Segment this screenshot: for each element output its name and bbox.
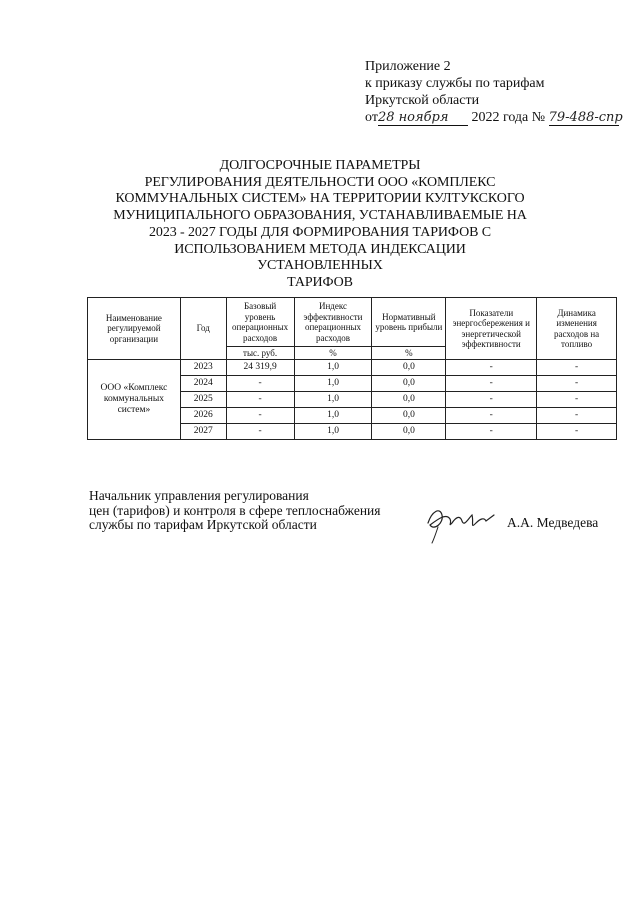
appendix-date-line <box>365 109 635 126</box>
unit-index: % <box>294 347 372 360</box>
cell-base: 24 319,9 <box>226 360 294 376</box>
cell-year: 2024 <box>180 376 226 392</box>
cell-fuel: - <box>537 376 617 392</box>
unit-base: тыс. руб. <box>226 347 294 360</box>
header-efficiency-index: Индекс эффективности операционных расходов <box>294 298 372 347</box>
appendix-title: Приложение 2 <box>365 59 451 74</box>
signer-position-line: службы по тарифам Иркутской области <box>89 517 317 532</box>
header-profit-level: Нормативный уровень прибыли <box>372 298 446 347</box>
cell-base: - <box>226 392 294 408</box>
cell-index: 1,0 <box>294 360 372 376</box>
order-date-field <box>378 110 468 126</box>
cell-energy: - <box>446 360 537 376</box>
org-name-cell: ООО «Комплекс коммунальных систем» <box>88 360 181 440</box>
title-line: КОММУНАЛЬНЫХ СИСТЕМ» НА ТЕРРИТОРИИ КУЛТУКСКОГО <box>115 191 525 207</box>
cell-year: 2026 <box>180 408 226 424</box>
cell-index: 1,0 <box>294 408 372 424</box>
cell-fuel: - <box>537 392 617 408</box>
cell-index: 1,0 <box>294 424 372 440</box>
cell-base: - <box>226 408 294 424</box>
header-base-level: Базовый уровень операционных расходов <box>226 298 294 347</box>
cell-base: - <box>226 424 294 440</box>
cell-energy: - <box>446 376 537 392</box>
signer-name: А.А. Медведева <box>507 515 599 530</box>
order-number-field <box>548 110 623 126</box>
title-line: 2023 - 2027 ГОДЫ ДЛЯ ФОРМИРОВАНИЯ ТАРИФОВ С <box>149 224 491 240</box>
header-year: Год <box>180 298 226 360</box>
cell-energy: - <box>446 392 537 408</box>
cell-fuel: - <box>537 360 617 376</box>
header-org: Наименование регулируемой организации <box>88 298 181 360</box>
title-line: МУНИЦИПАЛЬНОГО ОБРАЗОВАНИЯ, УСТАНАВЛИВАЕМЫЕ НА <box>113 208 527 224</box>
appendix-year-label: 2022 года № <box>471 110 546 125</box>
cell-profit: 0,0 <box>372 392 446 408</box>
cell-fuel: - <box>537 408 617 424</box>
cell-year: 2025 <box>180 392 226 408</box>
cell-year: 2023 <box>180 360 226 376</box>
cell-profit: 0,0 <box>372 424 446 440</box>
header-fuel-dynamics: Динамика изменения расходов на топливо <box>537 298 617 360</box>
cell-profit: 0,0 <box>372 360 446 376</box>
cell-fuel: - <box>537 424 617 440</box>
appendix-header <box>365 58 635 126</box>
handwritten-signature <box>420 493 500 545</box>
cell-profit: 0,0 <box>372 376 446 392</box>
cell-energy: - <box>446 408 537 424</box>
cell-energy: - <box>446 424 537 440</box>
order-number-handwritten: 79-488-спр <box>548 110 623 125</box>
cell-index: 1,0 <box>294 376 372 392</box>
appendix-region: Иркутской области <box>365 93 480 108</box>
unit-profit: % <box>372 347 446 360</box>
cell-profit: 0,0 <box>372 408 446 424</box>
title-line: ИСПОЛЬЗОВАНИЕМ МЕТОДА ИНДЕКСАЦИИ УСТАНОВЛЕННЫХ <box>174 241 466 274</box>
cell-base: - <box>226 376 294 392</box>
cell-year: 2027 <box>180 424 226 440</box>
signer-block <box>89 489 429 533</box>
title-line: ТАРИФОВ <box>287 274 353 290</box>
title-line: ДОЛГОСРОЧНЫЕ ПАРАМЕТРЫ <box>219 158 421 173</box>
appendix-from-label: от <box>365 110 378 125</box>
parameters-table <box>87 297 617 440</box>
header-energy-saving: Показатели энергосбережения и энергетической эффективности <box>446 298 537 360</box>
table-header-row <box>88 298 617 347</box>
signer-position-line: Начальник управления регулирования <box>89 488 309 503</box>
signer-position-line: цен (тарифов) и контроля в сфере теплоснабжения <box>89 502 381 518</box>
appendix-order-ref: к приказу службы по тарифам <box>365 76 545 91</box>
document-title <box>110 158 530 292</box>
order-date-handwritten: 28 ноября <box>377 110 449 125</box>
table-row <box>88 360 617 376</box>
title-line: РЕГУЛИРОВАНИЯ ДЕЯТЕЛЬНОСТИ ООО «КОМПЛЕКС <box>144 174 496 190</box>
cell-index: 1,0 <box>294 392 372 408</box>
